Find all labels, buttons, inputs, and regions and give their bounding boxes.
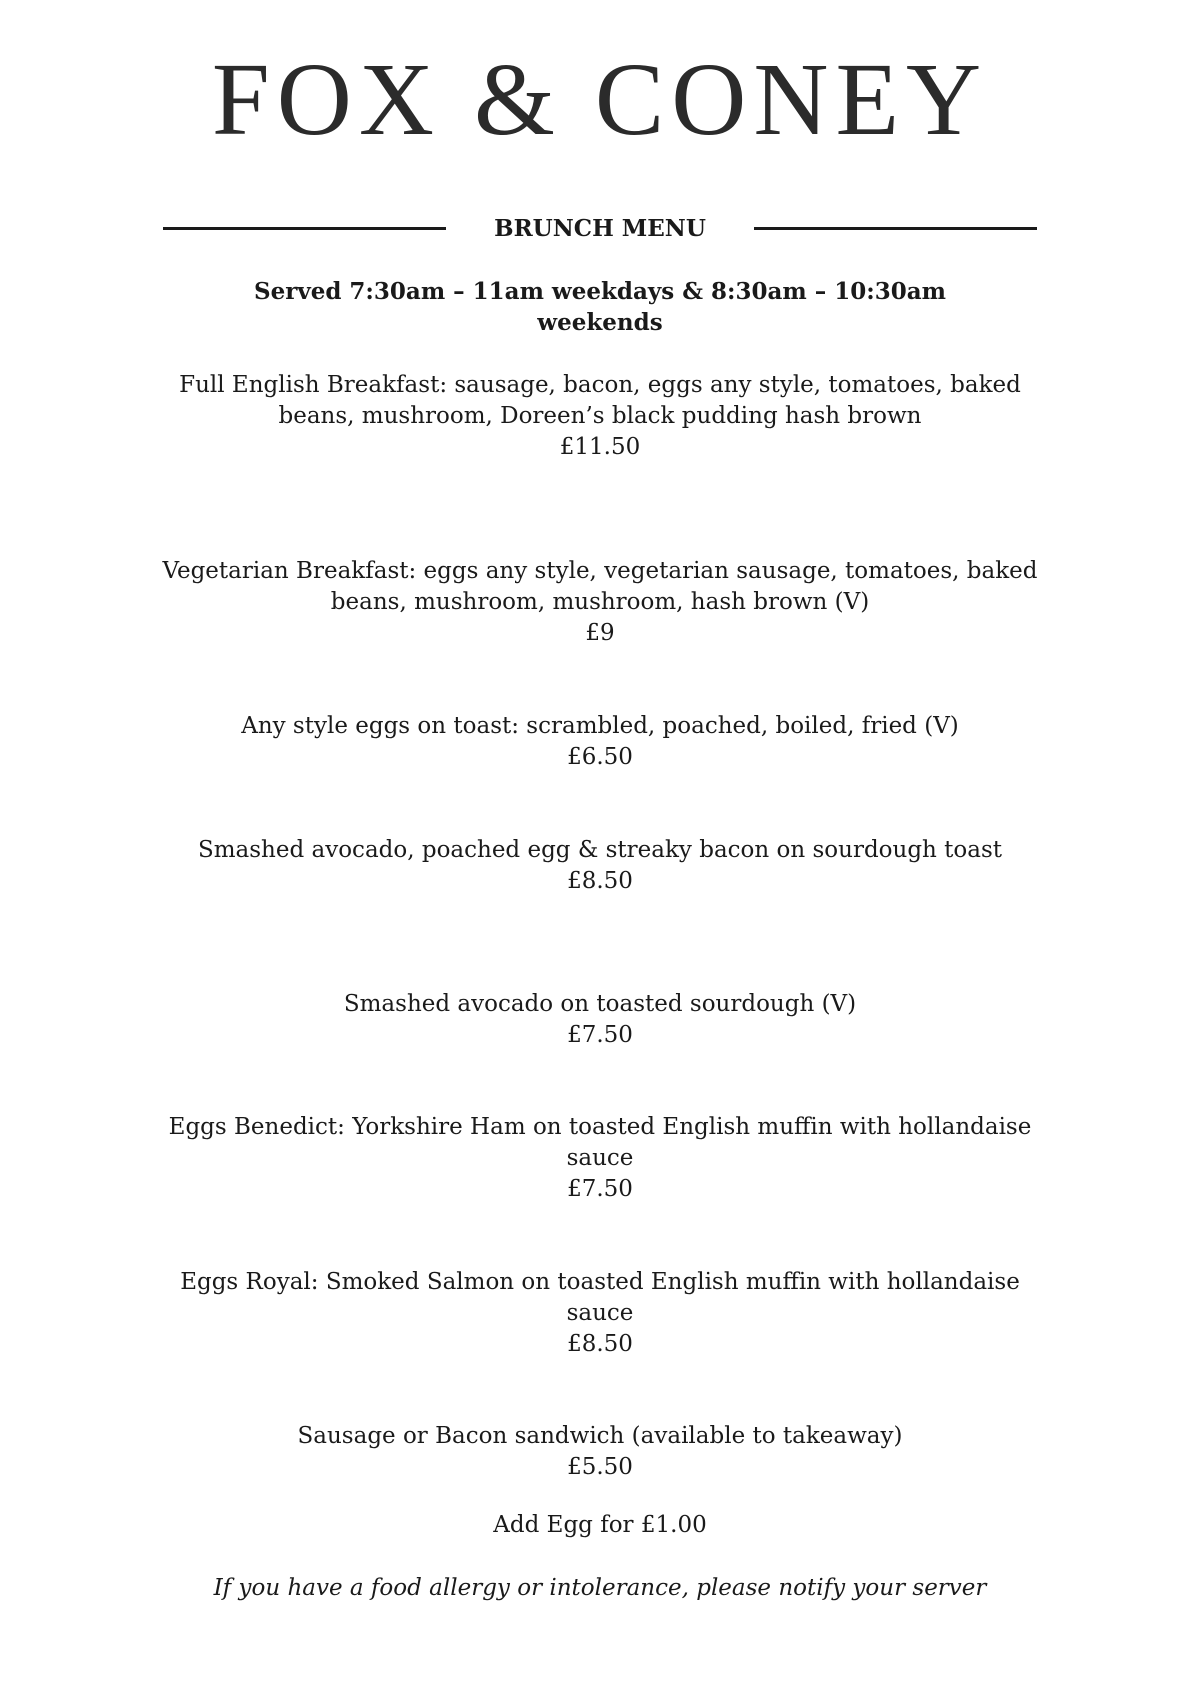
menu-item [150, 370, 1050, 463]
add-egg-note: Add Egg for £1.00 [493, 1512, 707, 1538]
menu-item-price: £9 [585, 620, 615, 646]
menu-item [150, 1112, 1050, 1205]
menu-item [150, 711, 1050, 773]
restaurant-logo: FOX & CONEY [211, 42, 989, 157]
menu-item-description: Any style eggs on toast: scrambled, poached, boiled, fried (V) [241, 713, 959, 739]
menu-heading: BRUNCH MENU [494, 214, 706, 242]
menu-item [150, 989, 1050, 1051]
menu-item-price: £6.50 [567, 744, 633, 770]
serving-hours: Served 7:30am – 11am weekdays & 8:30am – 10:30am weekends [253, 278, 947, 336]
menu-item-description: Smashed avocado on toasted sourdough (V) [343, 991, 857, 1017]
menu-item-description: Eggs Royal: Smoked Salmon on toasted English muffin with hollandaise sauce [180, 1269, 1020, 1326]
menu-item [150, 1421, 1050, 1483]
menu-item [150, 556, 1050, 649]
menu-item-description: Eggs Benedict: Yorkshire Ham on toasted English muffin with hollandaise sauce [168, 1114, 1032, 1171]
menu-item-description: Sausage or Bacon sandwich (available to takeaway) [297, 1423, 903, 1449]
menu-item-price: £11.50 [559, 434, 641, 460]
allergy-note: If you have a food allergy or intolerance, please notify your server [213, 1575, 987, 1601]
menu-item-price: £5.50 [567, 1454, 633, 1480]
menu-item-price: £7.50 [567, 1022, 633, 1048]
menu-item-price: £7.50 [567, 1176, 633, 1202]
menu-item-description: Full English Breakfast: sausage, bacon, eggs any style, tomatoes, baked beans, mushroom, Doreen’s black pudding hash brown [179, 372, 1021, 429]
menu-item [150, 1267, 1050, 1360]
menu-item-price: £8.50 [567, 1331, 633, 1357]
menu-heading-row [163, 213, 1037, 243]
heading-rule-right [754, 227, 1037, 230]
menu-item-description: Vegetarian Breakfast: eggs any style, vegetarian sausage, tomatoes, baked beans, mushroom, mushroom, hash brown (V) [162, 558, 1038, 615]
menu-item-description: Smashed avocado, poached egg & streaky bacon on sourdough toast [197, 837, 1003, 863]
menu-item-price: £8.50 [567, 868, 633, 894]
menu-item [150, 835, 1050, 897]
heading-rule-left [163, 227, 446, 230]
